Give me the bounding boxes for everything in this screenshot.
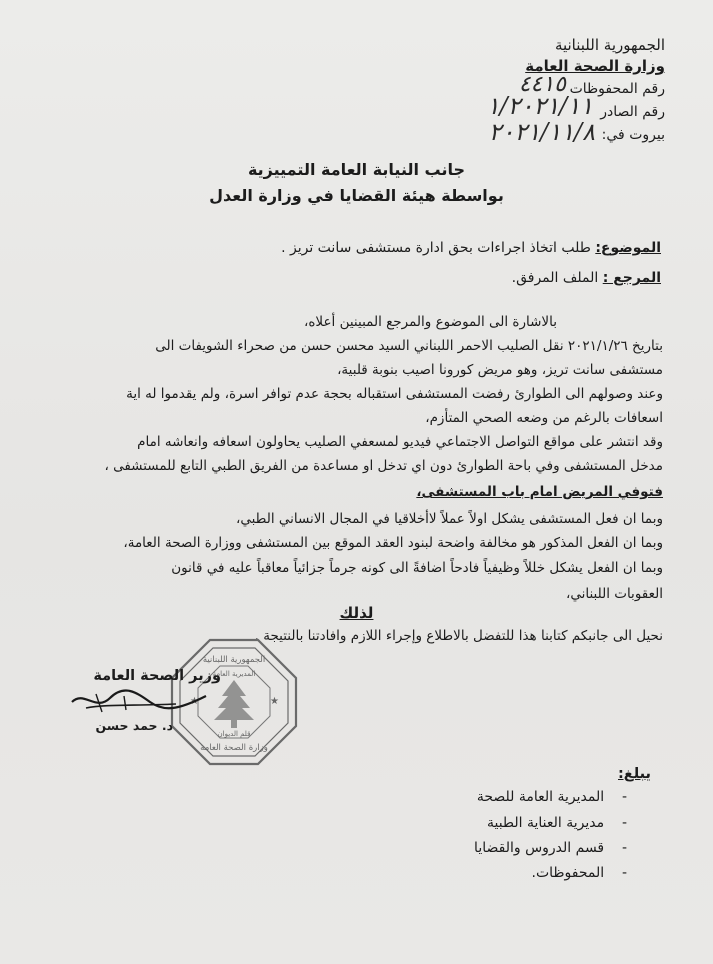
subject-text: طلب اتخاذ اجراءات بحق ادارة مستشفى سانت تريز . bbox=[281, 240, 591, 256]
distribution-item-label: مديرية العناية الطبية bbox=[486, 815, 605, 831]
addressee-line-2: بواسطة هيئة القضايا في وزارة العدل bbox=[209, 186, 504, 205]
stamp-text-bottom: وزارة الصحة العامة bbox=[200, 743, 268, 753]
stamp-text-middle: المديرية العامة bbox=[212, 670, 256, 678]
body-line: اسعافات بالرغم من وضعه الصحي المتأزم، bbox=[425, 410, 663, 426]
reference-line bbox=[512, 270, 661, 286]
distribution-item bbox=[487, 815, 627, 831]
minister-name: د. حمد حسن bbox=[95, 718, 173, 733]
list-dash: - bbox=[604, 840, 627, 856]
closing-line: نحيل الى جانبكم كتابنا هذا للتفضل بالاطلاع وإجراء اللازم وافادتنا بالنتيجة . bbox=[254, 628, 663, 644]
ministry-name: وزارة الصحة العامة bbox=[525, 57, 665, 75]
body-line: مستشفى سانت تريز، وهو مريض كورونا اصيب بنوبة قلبية، bbox=[337, 362, 663, 378]
archive-number-value: ٤٤١٥ bbox=[518, 72, 566, 97]
stamp-star-right: ★ bbox=[270, 696, 279, 707]
list-dash: - bbox=[604, 865, 627, 881]
distribution-item-label: المديرية العامة للصحة bbox=[476, 789, 605, 805]
body-line: وبما ان فعل المستشفى يشكل اولاً عملاً لاأخلاقيا في المجال الانساني الطبي، bbox=[235, 511, 663, 527]
republic-name: الجمهورية اللبنانية bbox=[554, 36, 665, 54]
minister-title: وزير الصحة العامة bbox=[93, 668, 221, 684]
body-line: وعند وصولهم الى الطوارئ رفضت المستشفى استقباله بحجة عدم توافر اسرة، ولم يقدموا له اية bbox=[126, 386, 663, 402]
subject-label: الموضوع: bbox=[595, 240, 661, 256]
body-line: وقد انتشر على مواقع التواصل الاجتماعي فيديو لمسعفي الصليب يحاولون اسعافه وانعاشه امام bbox=[137, 434, 663, 450]
addressee-line-1: جانب النيابة العامة التمييزية bbox=[247, 160, 466, 179]
body-line: العقوبات اللبناني، bbox=[565, 586, 663, 602]
distribution-item-label: قسم الدروس والقضايا bbox=[474, 840, 605, 856]
archive-number-label: رقم المحفوظات bbox=[569, 81, 665, 97]
stamp-text-top: الجمهورية اللبنانية bbox=[202, 655, 266, 665]
handwritten-signature-icon bbox=[66, 672, 216, 724]
body-line: بتاريخ ٢٠٢١/١/٢٦ نقل الصليب الاحمر اللبناني السيد محسن حسن من صحراء الشويفات الى bbox=[155, 338, 663, 354]
body-line: بالاشارة الى الموضوع والمرجع المبينين أعلاه، bbox=[304, 314, 557, 330]
date-label: بيروت في: bbox=[601, 127, 665, 143]
body-line-emphasis: فتوفي المريض امام باب المستشفى، bbox=[416, 484, 663, 500]
list-dash: - bbox=[604, 815, 627, 831]
conclusion-heading: لذلك bbox=[339, 604, 374, 622]
distribution-item bbox=[532, 865, 628, 881]
body-line: مدخل المستشفى وفي باحة الطوارئ دون اي تدخل او مساعدة من الفريق الطبي التابع للمستشفى ، bbox=[104, 458, 663, 474]
stamp-star-left: ★ bbox=[190, 696, 199, 707]
reference-label: المرجع : bbox=[602, 270, 661, 286]
outgoing-number-value: ١/٢٠٢١/١١ bbox=[486, 92, 593, 120]
list-dash: - bbox=[604, 789, 627, 805]
distribution-item bbox=[477, 789, 627, 805]
distribution-item bbox=[474, 840, 627, 856]
stamp-text-office: قلم الديوان bbox=[217, 730, 251, 738]
date-value: ٢٠٢١/١١/٨ bbox=[488, 118, 595, 146]
outgoing-number-label: رقم الصادر bbox=[600, 104, 665, 120]
distribution-item-label: المحفوظات. bbox=[531, 865, 605, 881]
body-line: وبما ان الفعل المذكور هو مخالفة واضحة لبنود العقد الموقع بين المستشفى ووزارة الصحة العامة، bbox=[123, 535, 663, 551]
reference-text: الملف المرفق. bbox=[511, 270, 599, 286]
distribution-heading: يبلغ: bbox=[618, 766, 651, 782]
body-line: وبما ان الفعل يشكل خللاً وظيفياً فادحاً اضافةً الى كونه جرماً جزائياً معاقباً عليه في قانون bbox=[171, 560, 663, 576]
subject-line bbox=[281, 240, 661, 256]
